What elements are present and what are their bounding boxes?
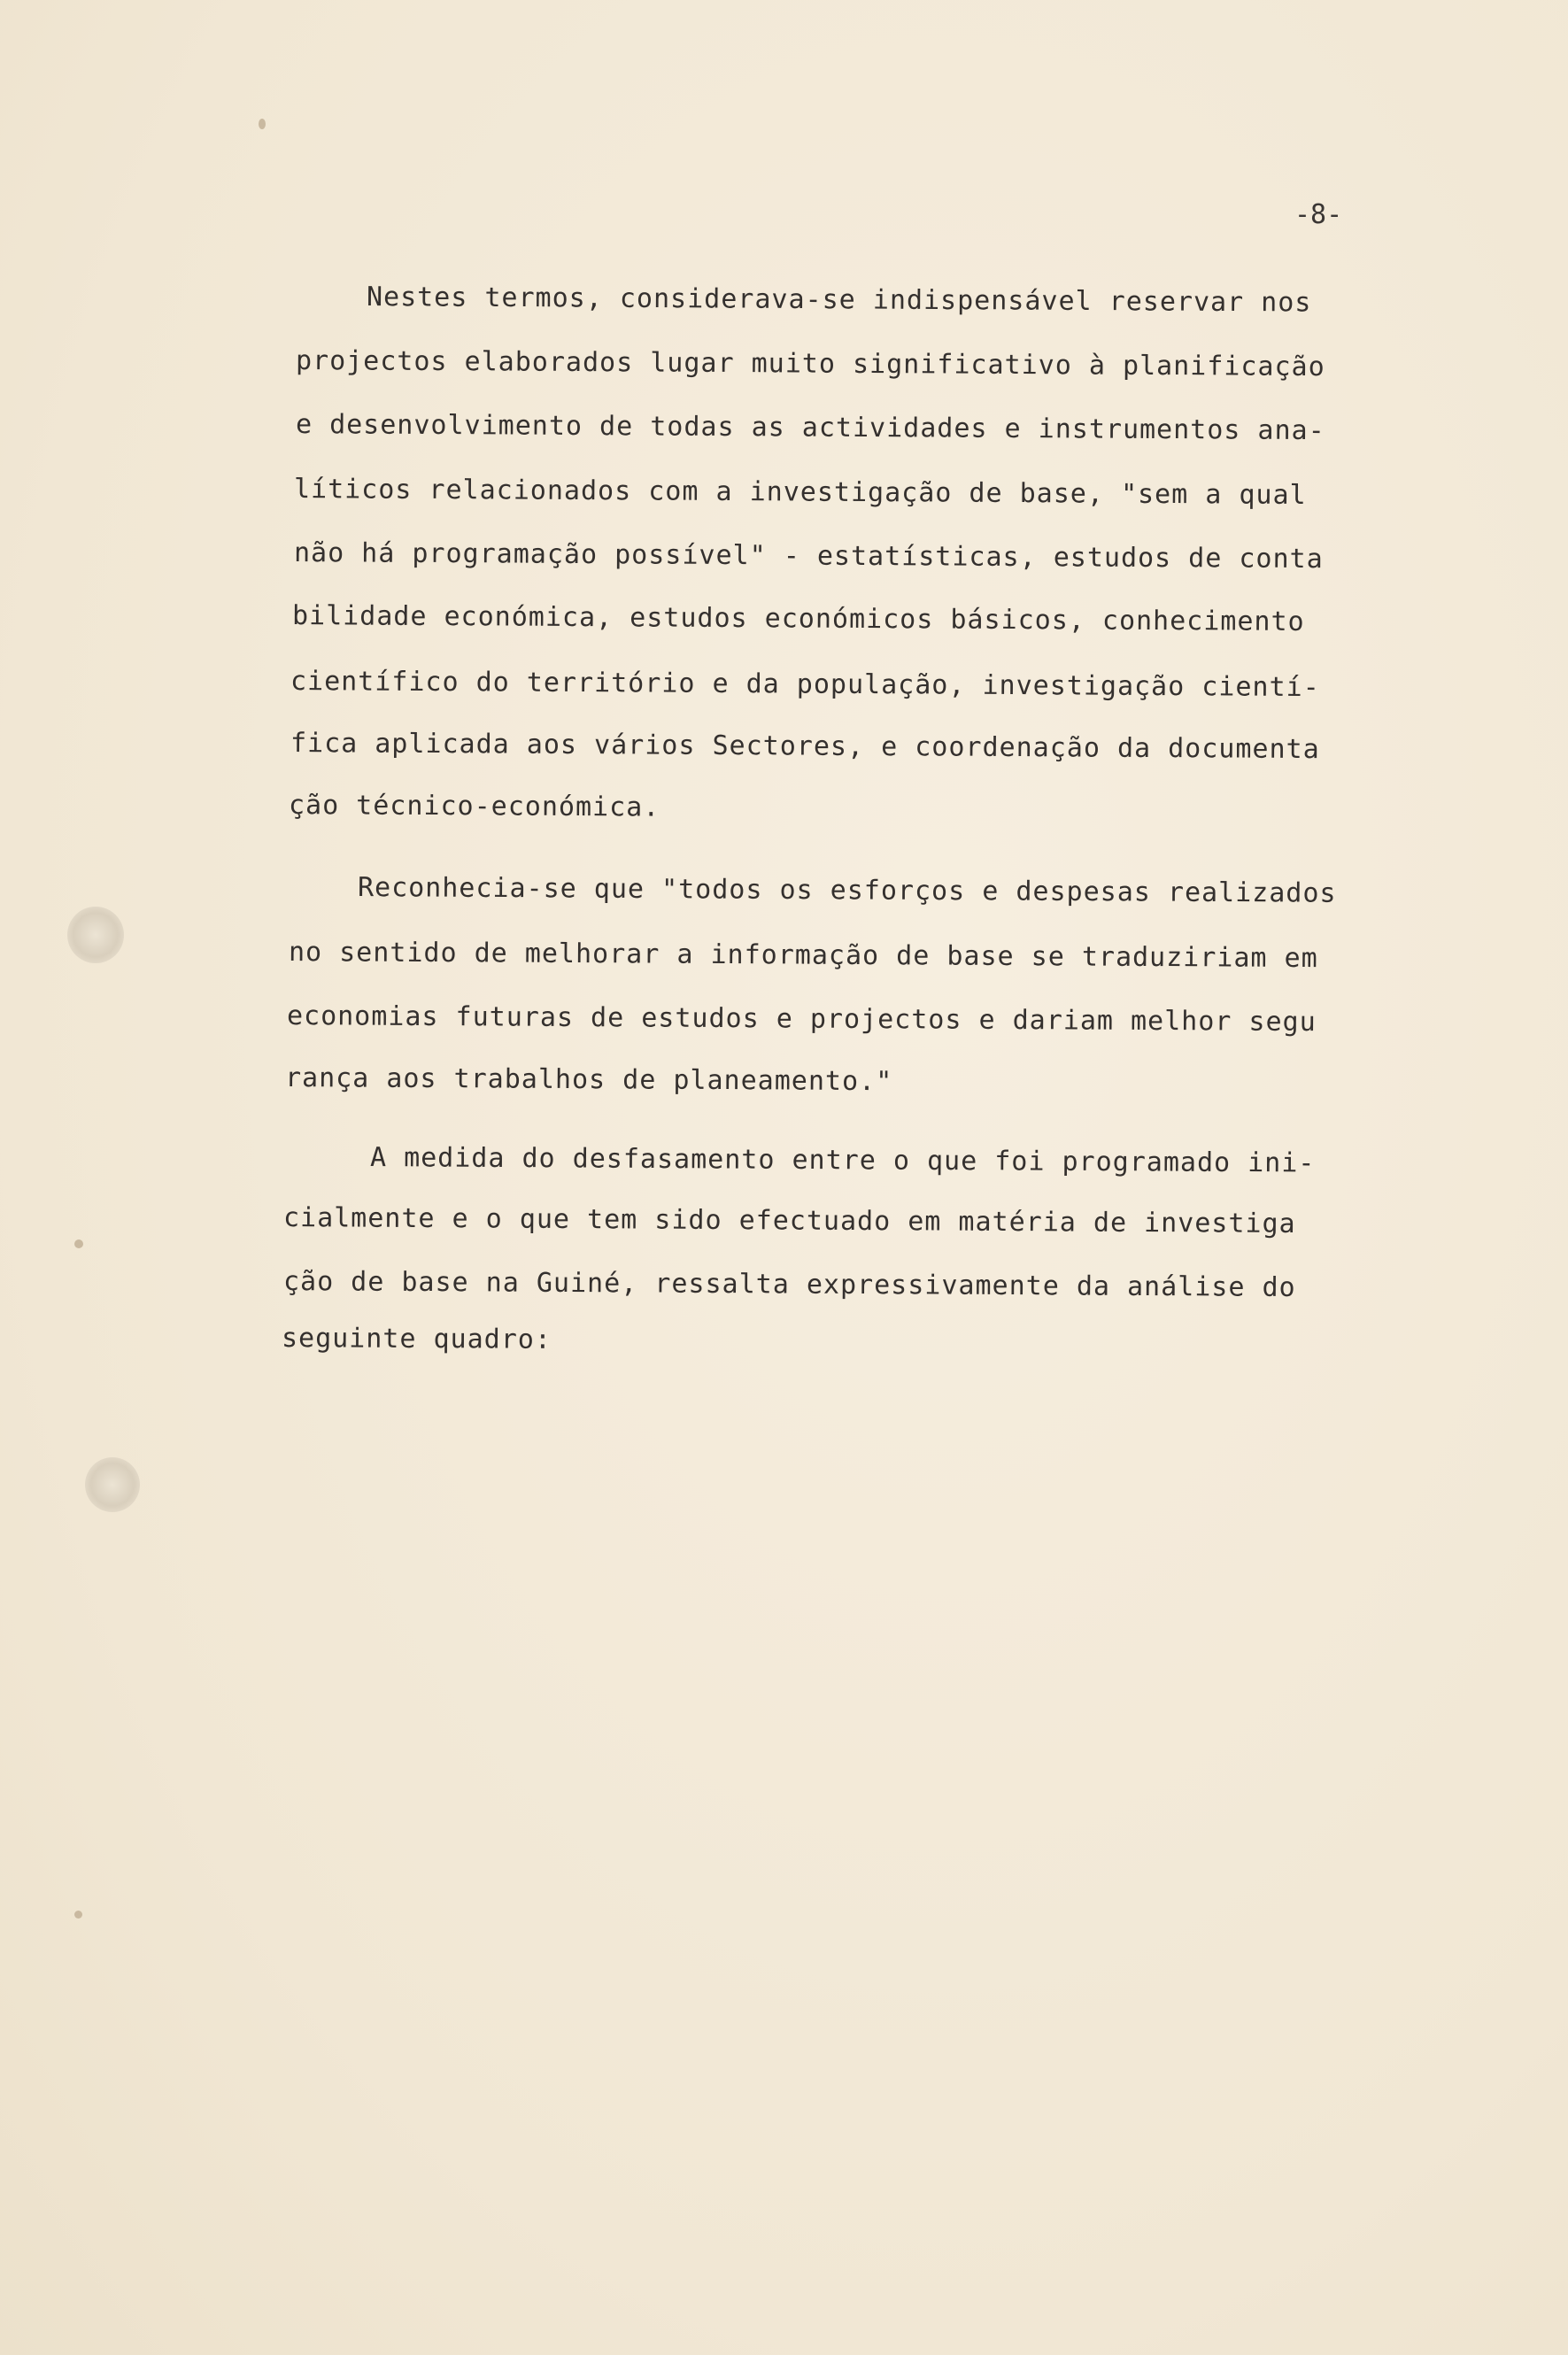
paper-spot [74,1911,82,1919]
paper-spot [259,119,266,129]
text-line: seguinte quadro: [281,1323,552,1355]
page-number: -8- [1294,199,1343,230]
text-line: projectos elaborados lugar muito significativo à planificação [295,345,1325,383]
text-line: A medida do desfasamento entre o que foi programado ini- [369,1142,1316,1179]
text-line: ção de base na Guiné, ressalta expressivamente da análise do [282,1266,1296,1303]
text-line: Nestes termos, considerava-se indispensável reservar nos [366,282,1312,319]
paper-spot [74,1239,83,1248]
text-line: economias futuras de estudos e projectos e dariam melhor segu [286,1000,1317,1039]
punch-hole [85,1457,140,1512]
text-line: cialmente e o que tem sido efectuado em matéria de investiga [282,1202,1296,1239]
text-line: científico do território e da população, investigação cientí- [290,666,1320,704]
text-line: bilidade económica, estudos económicos básicos, conhecimento [291,600,1305,637]
text-line: e desenvolvimento de todas as actividades e instrumentos ana- [295,409,1325,447]
text-line: no sentido de melhorar a informação de base se traduziriam em [288,937,1318,975]
text-line: Reconhecia-se que "todos os esforços e despesas realizados [357,872,1337,909]
text-line: fica aplicada aos vários Sectores, e coordenação da documenta [290,728,1320,766]
text-line: rança aos trabalhos de planeamento." [284,1062,893,1098]
text-line: não há programação possível" - estatísticas, estudos de conta [293,537,1324,575]
text-line: ção técnico-económica. [288,790,660,823]
punch-hole [67,907,124,963]
text-line: líticos relacionados com a investigação de base, "sem a qual [293,474,1307,511]
